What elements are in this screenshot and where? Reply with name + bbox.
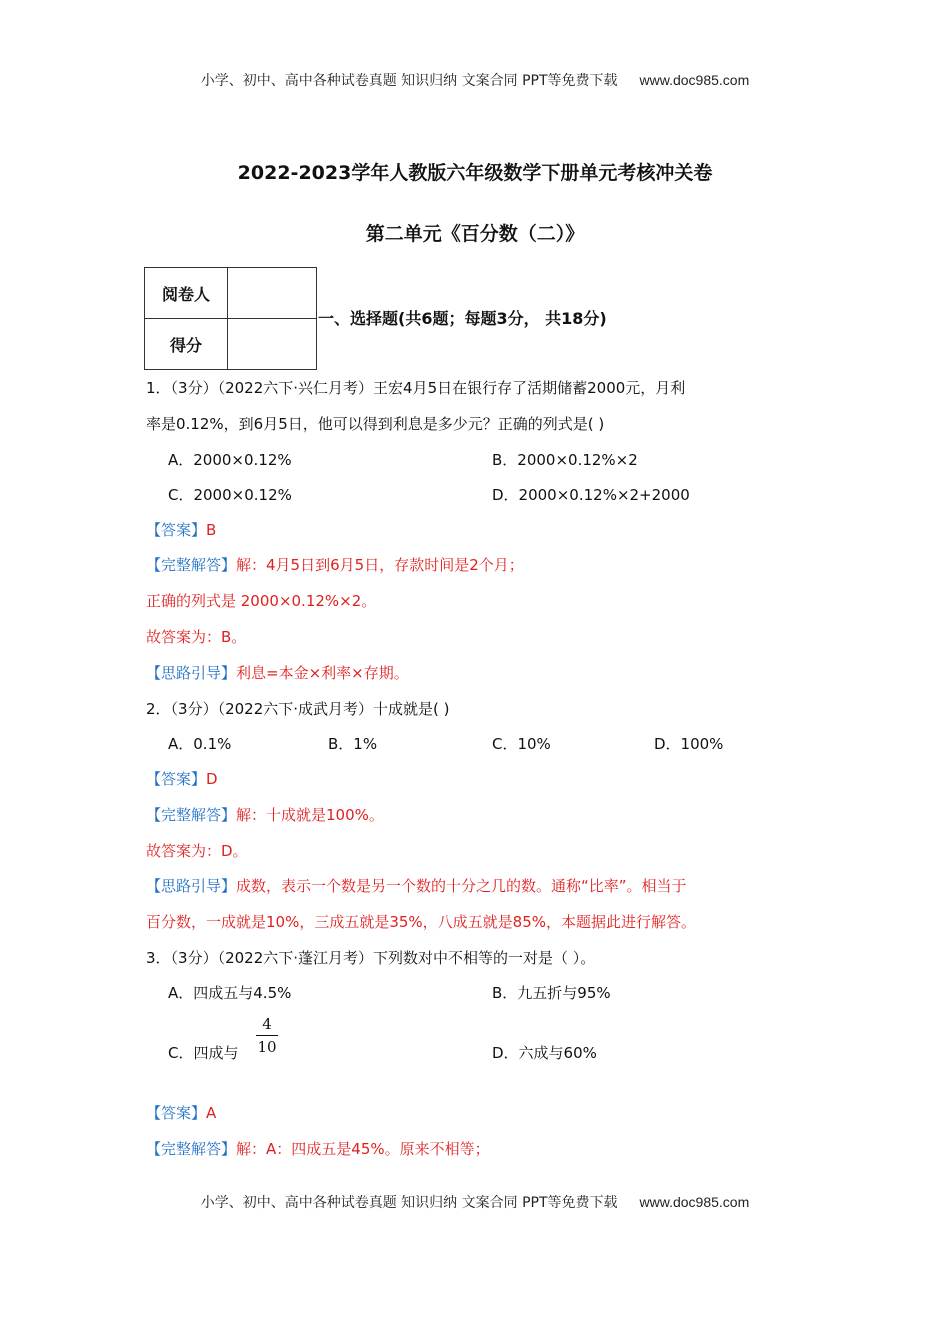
q2-answer-value: D <box>206 770 218 788</box>
q1-solution <box>146 554 524 575</box>
answer-label: 【答案】 <box>146 521 207 539</box>
fraction-numerator: 4 <box>262 1015 272 1033</box>
section-title: 一、选择题(共6题；每题3分， 共18分) <box>318 309 607 328</box>
reviewer-cell <box>228 268 317 319</box>
q1-option-c: C．2000×0.12% <box>168 486 292 504</box>
q1-option-a: A．2000×0.12% <box>168 451 292 469</box>
q2-answer <box>146 768 218 789</box>
q2-hint-line2: 百分数，一成就是10%，三成五就是35%，八成五就是85%，本题据此进行解答。 <box>146 913 697 931</box>
solution-label: 【完整解答】 <box>146 556 237 574</box>
fraction-four-tenths <box>256 1014 278 1057</box>
hint-label: 【思路引导】 <box>146 877 237 895</box>
q2-option-c: C．10% <box>492 735 551 753</box>
q1-stem-line2: 率是0.12%，到6月5日，他可以得到利息是多少元？正确的列式是( ) <box>146 415 605 433</box>
q2-hint-line1: 成数，表示一个数是另一个数的十分之几的数。通称“比率”。相当于 <box>236 877 687 895</box>
fraction-bar <box>256 1035 278 1036</box>
hint-label: 【思路引导】 <box>146 664 237 682</box>
q2-option-d: D．100% <box>654 735 724 753</box>
q3-option-a: A．四成五与4.5% <box>168 984 292 1002</box>
q1-option-d: D．2000×0.12%×2+2000 <box>492 486 690 504</box>
q1-solution-line2: 正确的列式是 2000×0.12%×2。 <box>146 592 377 610</box>
unit-subtitle: 第二单元《百分数（二）》 <box>365 223 585 245</box>
q3-solution-text: 解：A：四成五是45%。原来不相等； <box>236 1140 490 1158</box>
grading-table <box>144 267 317 370</box>
q1-option-b: B．2000×0.12%×2 <box>492 451 638 469</box>
q2-option-b: B．1% <box>328 735 378 753</box>
q1-hint-text: 利息=本金×利率×存期。 <box>236 664 409 682</box>
answer-label: 【答案】 <box>146 1104 207 1122</box>
q1-conclusion: 故答案为：B。 <box>146 628 247 646</box>
q1-solution-line1: 解：4月5日到6月5日，存款时间是2个月； <box>236 556 524 574</box>
solution-label: 【完整解答】 <box>146 1140 237 1158</box>
fraction-denominator: 10 <box>257 1038 277 1056</box>
answer-label: 【答案】 <box>146 770 207 788</box>
q2-option-a: A．0.1% <box>168 735 232 753</box>
q1-answer-value: B <box>206 521 217 539</box>
footer-text: 小学、初中、高中各种试卷真题 知识归纳 文案合同 PPT等免费下载 <box>200 1195 618 1211</box>
solution-label: 【完整解答】 <box>146 806 237 824</box>
q3-option-d: D．六成与60% <box>492 1044 597 1062</box>
q3-answer <box>146 1102 216 1123</box>
footer-site[interactable]: www.doc985.com <box>639 1194 750 1210</box>
q1-hint <box>146 662 409 683</box>
q3-option-c: C．四成与 <box>168 1044 239 1062</box>
page-header <box>0 70 950 90</box>
reviewer-label: 阅卷人 <box>145 268 228 319</box>
q2-solution-text: 解：十成就是100%。 <box>236 806 384 824</box>
q1-answer <box>146 519 216 540</box>
score-cell <box>228 319 317 370</box>
q3-stem: 3．（3分）（2022六下·蓬江月考）下列数对中不相等的一对是（ ）。 <box>146 949 596 967</box>
q2-hint <box>146 875 687 896</box>
page-footer <box>0 1192 950 1212</box>
q2-stem: 2．（3分）（2022六下·成武月考）十成就是( ) <box>146 700 450 718</box>
q2-solution <box>146 804 384 825</box>
q3-answer-value: A <box>206 1104 217 1122</box>
header-site[interactable]: www.doc985.com <box>639 72 750 88</box>
score-label: 得分 <box>145 319 228 370</box>
q1-stem-line1: 1．（3分）（2022六下·兴仁月考）王宏4月5日在银行存了活期储蓄2000元，月利 <box>146 379 686 397</box>
document-title: 2022-2023学年人教版六年级数学下册单元考核冲关卷 <box>237 162 713 184</box>
q2-conclusion: 故答案为：D。 <box>146 842 248 860</box>
q3-option-b: B．九五折与95% <box>492 984 611 1002</box>
header-text: 小学、初中、高中各种试卷真题 知识归纳 文案合同 PPT等免费下载 <box>200 73 618 89</box>
q3-solution <box>146 1138 490 1159</box>
